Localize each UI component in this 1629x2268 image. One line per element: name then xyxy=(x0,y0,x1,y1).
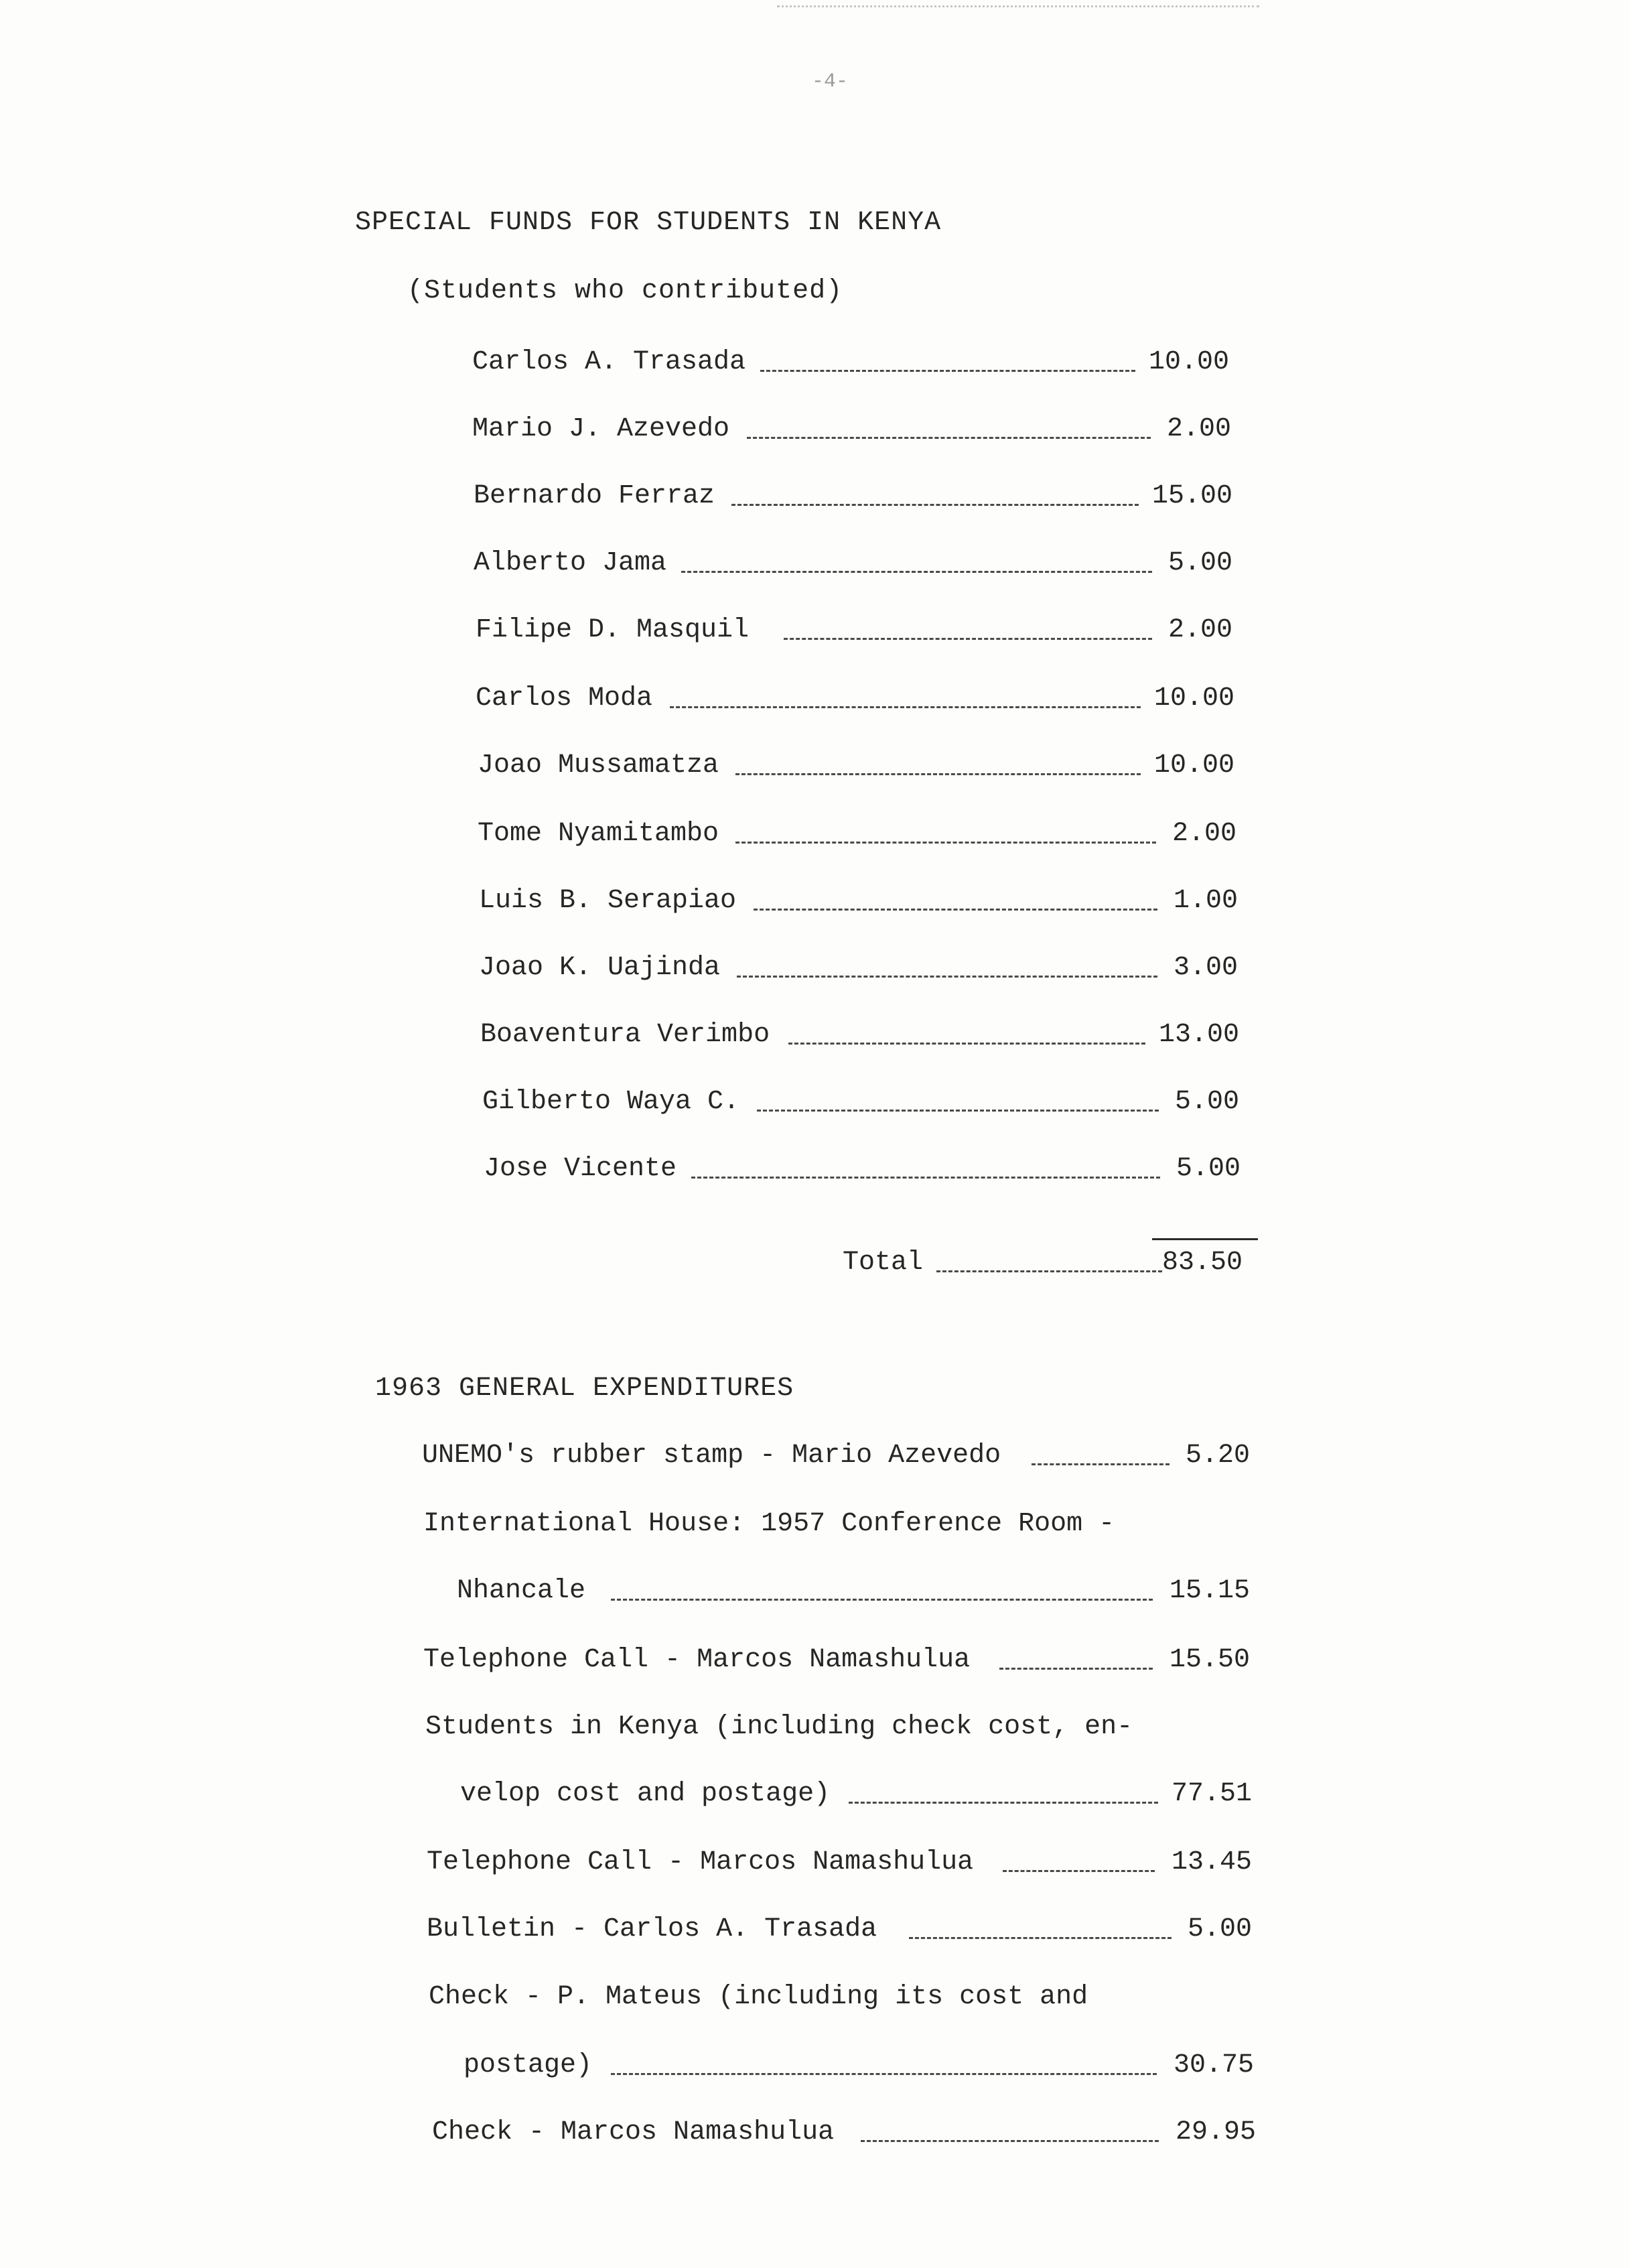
contribution-row xyxy=(472,347,1229,385)
expenditure-row xyxy=(460,1779,1252,1816)
total-underline xyxy=(1152,1238,1258,1240)
expenditure-amount: 15.15 xyxy=(1169,1576,1250,1606)
contribution-amount: 5.00 xyxy=(1174,1087,1239,1117)
contributor-name: Tome Nyamitambo xyxy=(478,819,719,849)
contributor-name: Gilberto Waya C. xyxy=(482,1087,740,1117)
leader-dashes xyxy=(757,1110,1159,1112)
expenditure-amount: 15.50 xyxy=(1169,1645,1250,1675)
expenditure-description: Check - Marcos Namashulua xyxy=(432,2117,835,2147)
leader-dashes xyxy=(1032,1463,1170,1465)
leader-dashes xyxy=(999,1668,1153,1670)
leader-dashes xyxy=(784,638,1152,640)
expenditure-description: Nhancale xyxy=(457,1576,586,1606)
expenditure-description: Telephone Call - Marcos Namashulua xyxy=(427,1847,974,1877)
contribution-amount: 1.00 xyxy=(1173,886,1238,916)
contribution-row xyxy=(478,819,1236,856)
leader-dashes xyxy=(754,909,1157,911)
leader-dashes xyxy=(611,2073,1157,2075)
scan-smudge xyxy=(777,5,1259,14)
contributor-name: Carlos A. Trasada xyxy=(472,347,746,377)
leader-dashes xyxy=(788,1043,1145,1045)
contributor-name: Bernardo Ferraz xyxy=(474,481,715,511)
leader-dashes xyxy=(670,706,1141,708)
contribution-amount: 2.00 xyxy=(1166,414,1231,444)
contribution-row xyxy=(482,1087,1239,1124)
expenditure-row xyxy=(429,1982,1232,2019)
expenditure-row xyxy=(422,1441,1250,1478)
expenditure-description: velop cost and postage) xyxy=(460,1779,831,1809)
contribution-row xyxy=(476,615,1232,653)
contributor-name: Luis B. Serapiao xyxy=(479,886,737,916)
contribution-amount: 5.00 xyxy=(1176,1154,1241,1184)
expenditure-amount: 5.20 xyxy=(1185,1441,1250,1471)
expenditure-description: Check - P. Mateus (including its cost and xyxy=(429,1982,1088,2012)
leader-dashes xyxy=(611,1599,1153,1601)
total-amount: 83.50 xyxy=(1161,1248,1243,1278)
expenditure-amount: 77.51 xyxy=(1171,1779,1252,1809)
expenditure-description: Telephone Call - Marcos Namashulua xyxy=(423,1645,971,1675)
expenditure-amount: 29.95 xyxy=(1175,2117,1256,2147)
expenditure-amount: 13.45 xyxy=(1171,1847,1252,1877)
contribution-row xyxy=(476,683,1234,721)
leader-dashes xyxy=(1003,1870,1155,1872)
leader-dashes xyxy=(936,1270,1162,1272)
contribution-row xyxy=(474,481,1232,519)
expenditure-amount: 30.75 xyxy=(1173,2050,1254,2080)
contribution-amount: 15.00 xyxy=(1151,481,1232,511)
total-row xyxy=(843,1248,1243,1285)
contribution-row xyxy=(474,548,1232,586)
leader-dashes xyxy=(849,1802,1158,1804)
contribution-amount: 10.00 xyxy=(1153,750,1234,781)
expenditure-description: postage) xyxy=(464,2050,593,2080)
expenditure-description: Students in Kenya (including check cost, en- xyxy=(425,1712,1133,1742)
expenditure-amount: 5.00 xyxy=(1187,1914,1252,1944)
contribution-amount: 10.00 xyxy=(1148,347,1229,377)
contribution-row xyxy=(484,1154,1241,1191)
leader-dashes xyxy=(735,842,1156,844)
expenditure-description: Bulletin - Carlos A. Trasada xyxy=(427,1914,877,1944)
page-number: -4- xyxy=(812,70,849,93)
leader-dashes xyxy=(731,504,1139,506)
contribution-row xyxy=(479,953,1238,990)
contributor-name: Joao K. Uajinda xyxy=(479,953,721,983)
leader-dashes xyxy=(760,370,1135,372)
section-title-expenditures: 1963 GENERAL EXPENDITURES xyxy=(375,1374,794,1404)
expenditure-row xyxy=(427,1914,1252,1952)
contribution-amount: 2.00 xyxy=(1167,615,1232,645)
contribution-amount: 10.00 xyxy=(1153,683,1234,714)
expenditure-description: UNEMO's rubber stamp - Mario Azevedo xyxy=(422,1441,1001,1471)
section-subtitle: (Students who contributed) xyxy=(407,276,843,306)
expenditure-row xyxy=(423,1645,1250,1682)
contribution-amount: 13.00 xyxy=(1158,1020,1239,1050)
contributor-name: Joao Mussamatza xyxy=(478,750,719,781)
leader-dashes xyxy=(735,773,1141,775)
contribution-amount: 2.00 xyxy=(1172,819,1236,849)
contributor-name: Carlos Moda xyxy=(476,683,653,714)
contribution-amount: 3.00 xyxy=(1173,953,1238,983)
total-label: Total xyxy=(843,1248,924,1278)
expenditure-row xyxy=(432,2117,1256,2155)
leader-dashes xyxy=(691,1177,1160,1179)
leader-dashes xyxy=(737,976,1157,978)
leader-dashes xyxy=(681,571,1152,573)
expenditure-row xyxy=(457,1576,1250,1613)
leader-dashes xyxy=(909,1937,1172,1939)
contribution-row xyxy=(478,750,1234,788)
contributor-name: Boaventura Verimbo xyxy=(480,1020,770,1050)
section-title-special-funds: SPECIAL FUNDS FOR STUDENTS IN KENYA xyxy=(355,208,942,238)
contribution-amount: 5.00 xyxy=(1167,548,1232,578)
contributor-name: Filipe D. Masquil xyxy=(476,615,750,645)
contribution-row xyxy=(480,1020,1239,1057)
contributor-name: Mario J. Azevedo xyxy=(472,414,730,444)
expenditure-row xyxy=(425,1712,1229,1749)
leader-dashes xyxy=(861,2140,1159,2142)
contributor-name: Jose Vicente xyxy=(484,1154,677,1184)
contributor-name: Alberto Jama xyxy=(474,548,667,578)
expenditure-row xyxy=(464,2050,1254,2088)
expenditure-row xyxy=(427,1847,1252,1885)
leader-dashes xyxy=(747,437,1151,439)
expenditure-description: International House: 1957 Conference Room - xyxy=(423,1509,1115,1539)
expenditure-row xyxy=(423,1509,1227,1546)
contribution-row xyxy=(472,414,1231,452)
contribution-row xyxy=(479,886,1238,923)
